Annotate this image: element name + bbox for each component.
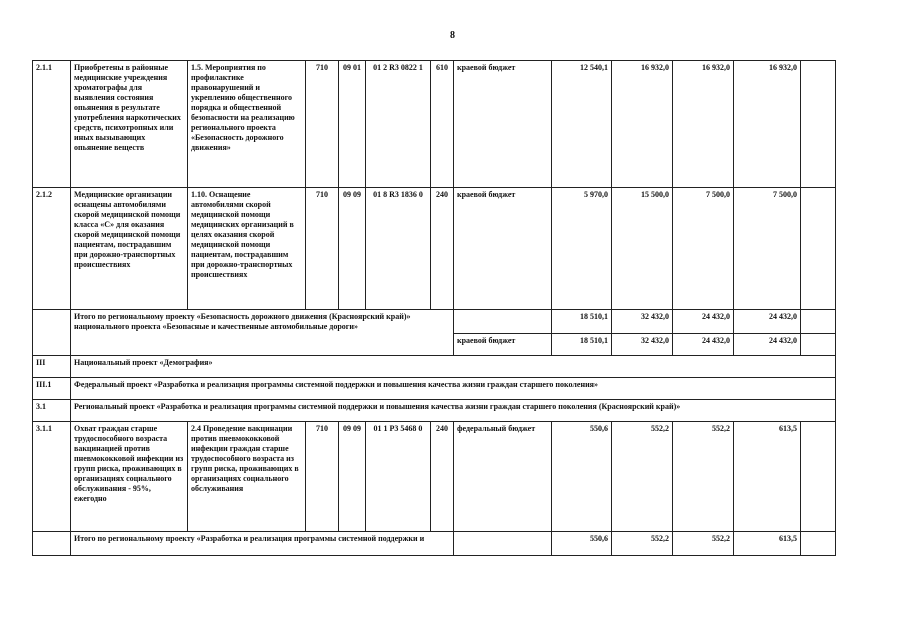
section-label: Национальный проект «Демография» [71, 356, 836, 378]
row-code: 3.1.1 [33, 422, 71, 532]
row-code: 2.1.1 [33, 61, 71, 188]
row-rzpr: 09 01 [339, 61, 366, 188]
total-label: Итого по региональному проекту «Разработка и реализация программы системной поддержки и [71, 532, 454, 556]
row-value-1: 550,6 [552, 422, 612, 532]
total-source-value-1: 18 510,1 [552, 334, 612, 356]
page-number: 8 [450, 30, 455, 41]
table-row-2-1-2 [33, 188, 836, 310]
table-row-total-2 [33, 310, 836, 334]
row-result: Приобретены в районные медицинские учреждения хроматографы для выявления состояния опьянения в результате употребления наркотических средств, психотропных или иных вызывающих опьянение веществ [71, 61, 188, 188]
total-value-1: 550,6 [552, 532, 612, 556]
row-value-2: 16 932,0 [612, 61, 673, 188]
row-grbs: 710 [306, 61, 339, 188]
table-row-total-3 [33, 532, 836, 556]
row-vr: 240 [431, 188, 454, 310]
row-grbs: 710 [306, 422, 339, 532]
total-source-value-4: 24 432,0 [734, 334, 801, 356]
row-value-2: 552,2 [612, 422, 673, 532]
empty-cell [801, 188, 836, 310]
row-source: краевой бюджет [454, 188, 552, 310]
table-row-section-3 [33, 356, 836, 378]
total-value-3: 24 432,0 [673, 310, 734, 334]
row-csr: 01 8 R3 1836 0 [366, 188, 431, 310]
section-label: Региональный проект «Разработка и реализация программы системной поддержки и повышения качества жизни граждан старшего поколения (Красноярский край)» [71, 400, 836, 422]
empty-cell [33, 310, 71, 356]
row-result: Медицинские организации оснащены автомобилями скорой медицинской помощи класса «С» для оказания скорой медицинской помощи пациентам, пострадавшим при дорожно-транспортных происшествиях [71, 188, 188, 310]
row-code: 2.1.2 [33, 188, 71, 310]
row-measure: 1.5. Мероприятия по профилактике правонарушений и укреплению общественного порядка и общественной безопасности на реализацию регионального проекта «Безопасность дорожного движения» [188, 61, 306, 188]
total-label: Итого по региональному проекту «Безопасность дорожного движения (Красноярский край)» национального проекта «Безопасные и качественные автомобильные дороги» [71, 310, 454, 356]
row-value-4: 7 500,0 [734, 188, 801, 310]
empty-cell [801, 61, 836, 188]
row-vr: 610 [431, 61, 454, 188]
row-value-3: 552,2 [673, 422, 734, 532]
row-result: Охват граждан старше трудоспособного возраста вакцинацией против пневмококковой инфекции из групп риска, проживающих в организациях социального обслуживания - 95%, ежегодно [71, 422, 188, 532]
total-source-value-2: 32 432,0 [612, 334, 673, 356]
total-value-3: 552,2 [673, 532, 734, 556]
row-source: федеральный бюджет [454, 422, 552, 532]
row-rzpr: 09 09 [339, 422, 366, 532]
table-row-section-3-1-fed [33, 378, 836, 400]
row-value-3: 16 932,0 [673, 61, 734, 188]
row-measure: 2.4 Проведение вакцинации против пневмококковой инфекции граждан старше трудоспособного возраста из групп риска, проживающих в организациях социального обслуживания [188, 422, 306, 532]
total-value-4: 24 432,0 [734, 310, 801, 334]
row-grbs: 710 [306, 188, 339, 310]
empty-cell [801, 422, 836, 532]
row-source: краевой бюджет [454, 61, 552, 188]
total-value-2: 32 432,0 [612, 310, 673, 334]
empty-cell [454, 532, 552, 556]
row-value-1: 5 970,0 [552, 188, 612, 310]
row-code: III [33, 356, 71, 378]
empty-cell [33, 532, 71, 556]
budget-table [32, 60, 836, 556]
row-vr: 240 [431, 422, 454, 532]
row-value-1: 12 540,1 [552, 61, 612, 188]
row-value-3: 7 500,0 [673, 188, 734, 310]
row-value-4: 613,5 [734, 422, 801, 532]
empty-cell [801, 532, 836, 556]
row-code: 3.1 [33, 400, 71, 422]
total-source: краевой бюджет [454, 334, 552, 356]
total-value-2: 552,2 [612, 532, 673, 556]
table-row-3-1-1 [33, 422, 836, 532]
row-rzpr: 09 09 [339, 188, 366, 310]
section-label: Федеральный проект «Разработка и реализация программы системной поддержки и повышения качества жизни граждан старшего поколения» [71, 378, 836, 400]
row-csr: 01 2 R3 0822 1 [366, 61, 431, 188]
total-value-4: 613,5 [734, 532, 801, 556]
row-code: III.1 [33, 378, 71, 400]
empty-cell [454, 310, 552, 334]
row-value-4: 16 932,0 [734, 61, 801, 188]
table-row-section-3-1 [33, 400, 836, 422]
total-value-1: 18 510,1 [552, 310, 612, 334]
row-measure: 1.10. Оснащение автомобилями скорой медицинской помощи медицинских организаций в целях оказания скорой медицинской помощи пациентам, пострадавшим при дорожно-транспортных происшествиях [188, 188, 306, 310]
row-value-2: 15 500,0 [612, 188, 673, 310]
total-source-value-3: 24 432,0 [673, 334, 734, 356]
empty-cell [801, 334, 836, 356]
table-row-2-1-1 [33, 61, 836, 188]
empty-cell [801, 310, 836, 334]
row-csr: 01 1 P3 5468 0 [366, 422, 431, 532]
